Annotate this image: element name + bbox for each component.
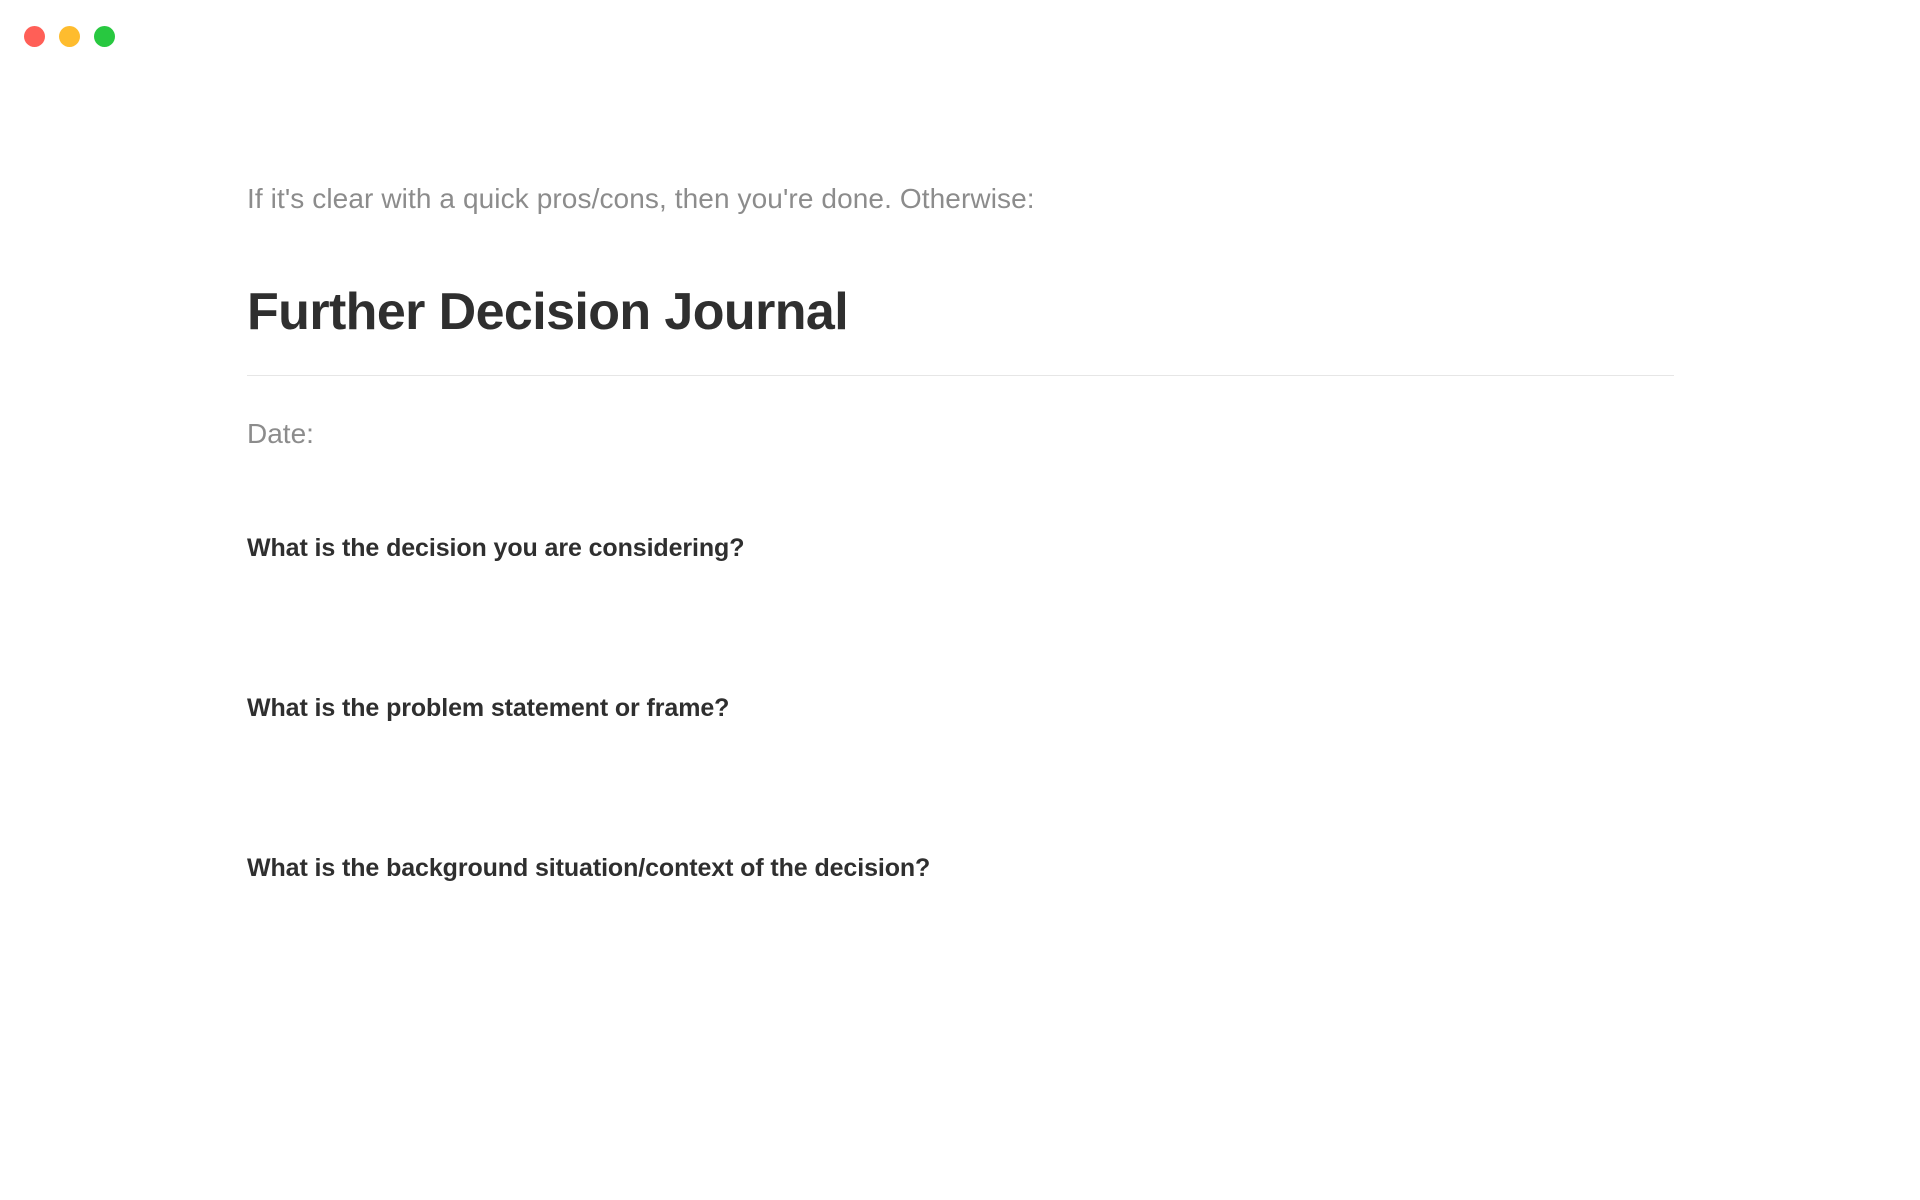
window-titlebar [0, 0, 1920, 72]
maximize-window-icon[interactable] [94, 26, 115, 47]
intro-paragraph: If it's clear with a quick pros/cons, then you're done. Otherwise: [247, 183, 1035, 214]
document-content [247, 0, 1437, 887]
question-background-context: What is the background situation/context of the decision? [247, 854, 931, 883]
question-problem-statement: What is the problem statement or frame? [247, 694, 730, 723]
question-decision-considering: What is the decision you are considering? [247, 534, 745, 563]
window-controls [24, 26, 115, 47]
page-title: Further Decision Journal [247, 282, 849, 341]
answer-area-3[interactable] [247, 886, 1437, 887]
close-window-icon[interactable] [24, 26, 45, 47]
minimize-window-icon[interactable] [59, 26, 80, 47]
date-label[interactable]: Date: [247, 417, 314, 449]
title-divider [247, 375, 1674, 376]
